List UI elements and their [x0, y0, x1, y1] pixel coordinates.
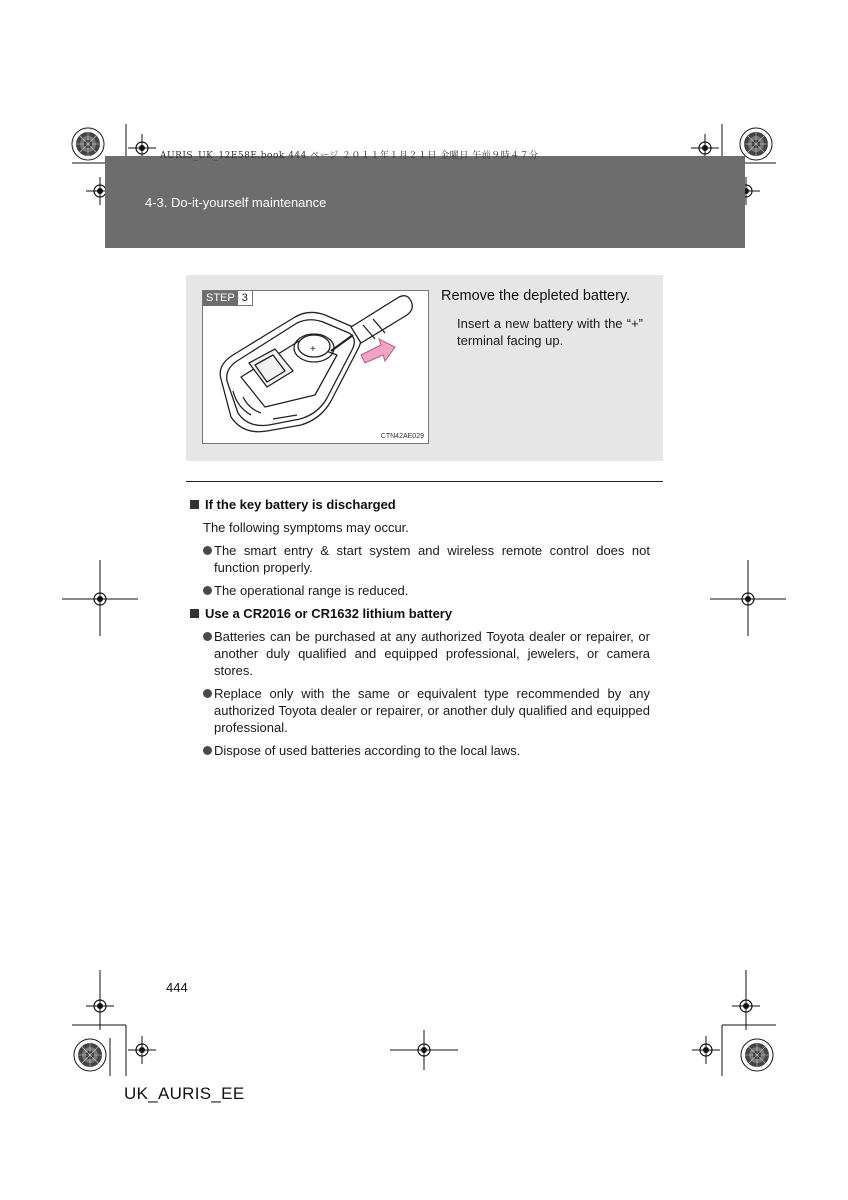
round-bullet-icon	[203, 546, 212, 555]
round-bullet-icon	[203, 632, 212, 641]
list-item-text: Replace only with the same or equivalent type recommended by any authorized Toyota dealer or repairer, or another duly qualified and equipped professional.	[214, 686, 650, 735]
figure-code: CTN42AE029	[380, 433, 424, 440]
list-item	[186, 628, 650, 679]
list-item-text: The smart entry & start system and wireless remote control does not function properly.	[214, 543, 650, 575]
round-bullet-icon	[203, 689, 212, 698]
list-item-text: Dispose of used batteries according to the local laws.	[214, 743, 521, 758]
list-item	[186, 582, 650, 599]
note-heading-text: Use a CR2016 or CR1632 lithium battery	[205, 606, 453, 621]
note-heading-discharged	[186, 496, 650, 513]
battery-plus-mark: +	[310, 344, 316, 355]
list-item-text: The operational range is reduced.	[214, 583, 409, 598]
round-bullet-icon	[203, 746, 212, 755]
page-number: 444	[166, 980, 188, 995]
removal-arrow	[361, 339, 395, 363]
note-heading-text: If the key battery is discharged	[205, 497, 396, 512]
note-intro: The following symptoms may occur.	[203, 520, 409, 535]
notes-area	[186, 496, 650, 765]
section-divider	[186, 481, 663, 482]
step-instruction: Remove the depleted battery.	[441, 288, 631, 304]
key-battery-illustration	[203, 291, 428, 443]
list-item-text: Batteries can be purchased at any authorized Toyota dealer or repairer, or another duly qualified and equipped professional, jewelers, or camera stores.	[214, 629, 650, 678]
list-item	[186, 685, 650, 736]
round-bullet-icon	[203, 586, 212, 595]
step-panel	[186, 275, 663, 461]
square-bullet-icon	[190, 609, 199, 618]
step-number: 3	[238, 291, 253, 306]
list-item	[186, 742, 650, 759]
square-bullet-icon	[190, 500, 199, 509]
list-item	[186, 542, 650, 576]
footer-code: UK_AURIS_EE	[124, 1084, 245, 1103]
section-header-band	[105, 156, 745, 248]
section-title: 4-3. Do-it-yourself maintenance	[145, 195, 327, 210]
print-info-line: AURIS_UK_12E58E.book 444 ページ ２０１１年１月２１日 金曜日 午前９時４７分	[160, 151, 539, 161]
note-heading-battery-type	[186, 605, 650, 622]
step-word: STEP	[203, 291, 238, 306]
step-figure	[202, 290, 429, 444]
step-note: Insert a new battery with the “+” terminal facing up.	[457, 316, 643, 348]
